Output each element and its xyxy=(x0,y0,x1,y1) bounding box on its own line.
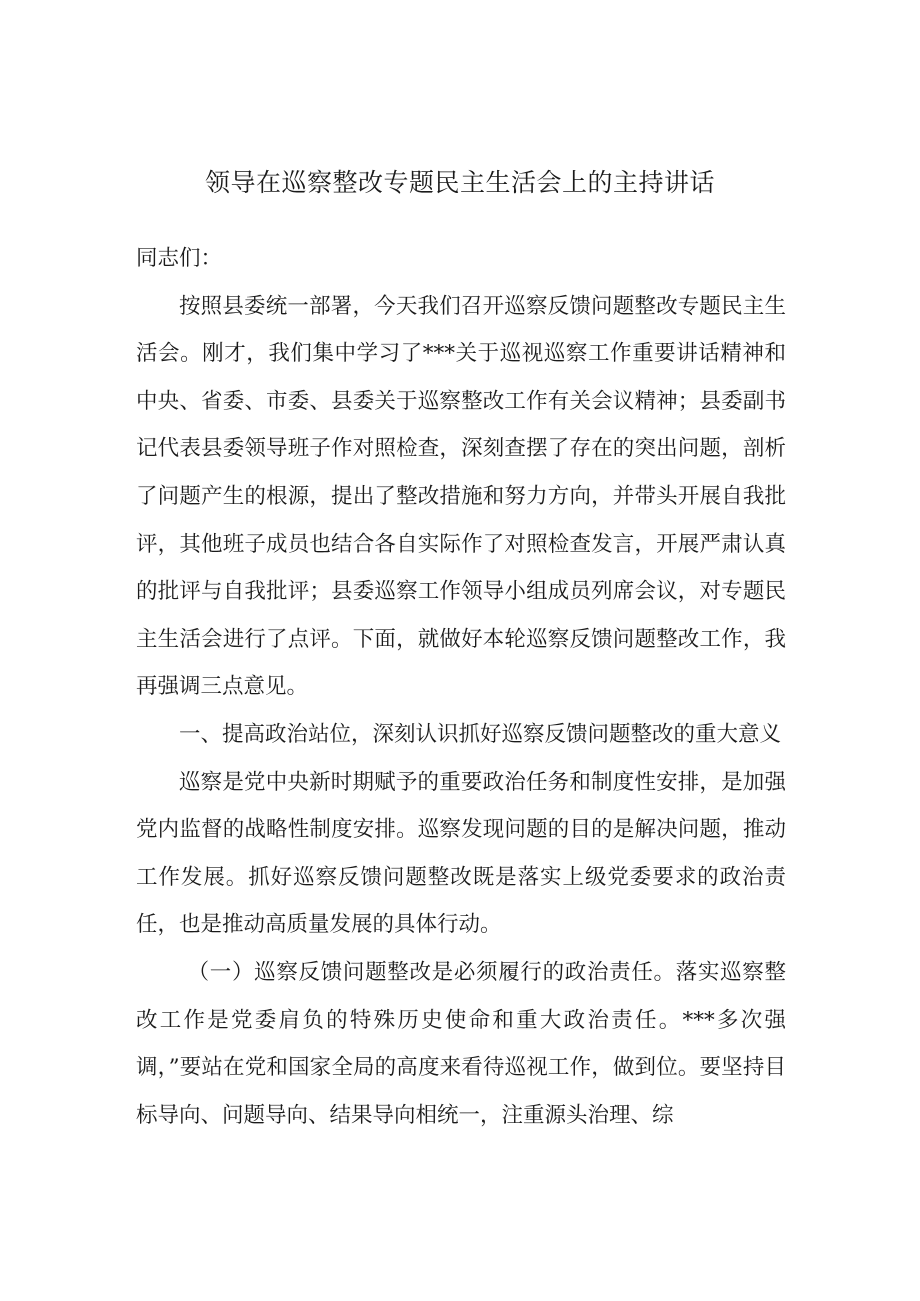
paragraph-intro: 按照县委统一部署，今天我们召开巡察反馈问题整改专题民主生活会。刚才，我们集中学习了***关于巡视巡察工作重要讲话精神和中央、省委、市委、县委关于巡察整改工作有关会议精神；县委副书记代表县委领导班子作对照检查，深刻查摆了存在的突出问题，剖析了问题产生的根源，提出了整改措施和努力方向，并带头开展自我批评，其他班子成员也结合各自实际作了对照检查发言，开展严肃认真的批评与自我批评；县委巡察工作领导小组成员列席会议，对专题民主生活会进行了点评。下面，就做好本轮巡察反馈问题整改工作，我再强调三点意见。 xyxy=(136,293,786,700)
document-body xyxy=(136,235,786,1139)
paragraph-section-1: 巡察是党中央新时期赋予的重要政治任务和制度性安排，是加强党内监督的战略性制度安排。巡察发现问题的目的是解决问题，推动工作发展。抓好巡察反馈问题整改既是落实上级党委要求的政治责任，也是推动高质量发展的具体行动。 xyxy=(136,769,786,938)
section-heading-1: 一、提高政治站位，深刻认识抓好巡察反馈问题整改的重大意义 xyxy=(179,721,782,747)
subsection-1: （一）巡察反馈问题整改是必须履行的政治责任。落实巡察整改工作是党委肩负的特殊历史使命和重大政治责任。***多次强调，”要站在党和国家全局的高度来看待巡视工作，做到位。要坚持目标导向、问题导向、结果导向相统一，注重源头治理、综 xyxy=(136,959,786,1128)
document-title: 领导在巡察整改专题民主生活会上的主持讲话 xyxy=(204,168,715,197)
salutation: 同志们： xyxy=(136,246,223,271)
